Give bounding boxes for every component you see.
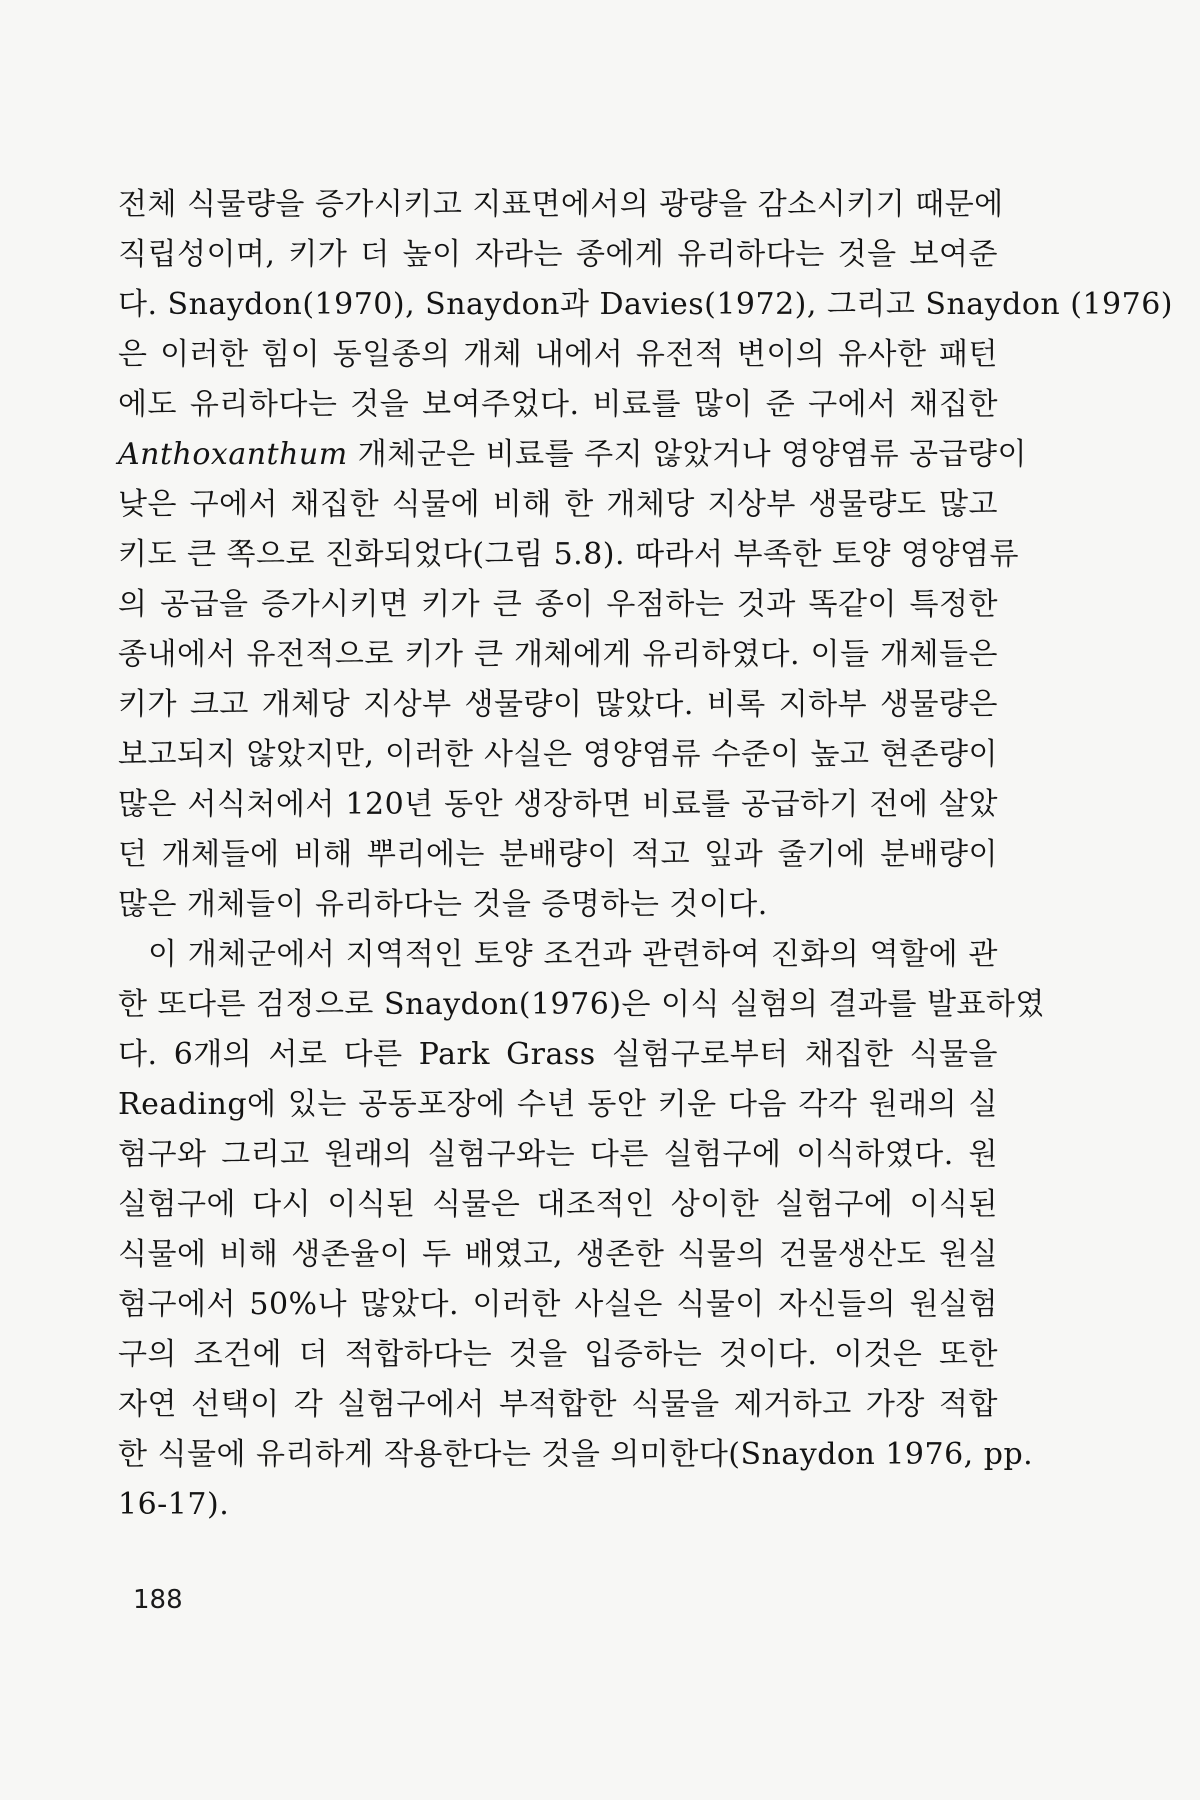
text-line: 다. 6개의 서로 다른 Park Grass 실험구로부터 채집한 식물을: [118, 1037, 998, 1072]
text-line: 은 이러한 힘이 동일종의 개체 내에서 유전적 변이의 유사한 패턴: [118, 337, 998, 372]
text-line: 이 개체군에서 지역적인 토양 조건과 관련하여 진화의 역할에 관: [148, 937, 998, 972]
text-line: 많은 개체들이 유리하다는 것을 증명하는 것이다.: [118, 887, 768, 922]
text-line: 에도 유리하다는 것을 보여주었다. 비료를 많이 준 구에서 채집한: [118, 387, 998, 422]
text-line: 한 식물에 유리하게 작용한다는 것을 의미한다(Snaydon 1976, pp.: [118, 1437, 1034, 1472]
text-line: 자연 선택이 각 실험구에서 부적합한 식물을 제거하고 가장 적합: [118, 1387, 998, 1422]
text-line: 던 개체들에 비해 뿌리에는 분배량이 적고 잎과 줄기에 분배량이: [118, 837, 998, 872]
text-line: 식물에 비해 생존율이 두 배였고, 생존한 식물의 건물생산도 원실: [118, 1237, 998, 1272]
text-line: 험구에서 50%나 많았다. 이러한 사실은 식물이 자신들의 원실험: [118, 1287, 998, 1322]
text-line: 보고되지 않았지만, 이러한 사실은 영양염류 수준이 높고 현존량이: [118, 737, 998, 772]
text-line: Reading에 있는 공동포장에 수년 동안 키운 다음 각각 원래의 실: [118, 1087, 998, 1122]
text-line: 16-17).: [118, 1487, 230, 1522]
text-line: 종내에서 유전적으로 키가 큰 개체에게 유리하였다. 이들 개체들은: [118, 637, 998, 672]
text-line: 많은 서식처에서 120년 동안 생장하면 비료를 공급하기 전에 살았: [118, 787, 998, 822]
body-text: [118, 180, 1174, 1530]
text-line: 구의 조건에 더 적합하다는 것을 입증하는 것이다. 이것은 또한: [118, 1337, 998, 1372]
text-line: 전체 식물량을 증가시키고 지표면에서의 광량을 감소시키기 때문에: [118, 187, 1004, 222]
text-line-rest: 개체군은 비료를 주지 않았거나 영양염류 공급량이: [347, 437, 1027, 472]
page-number: 188: [133, 1585, 183, 1615]
text-line: 한 또다른 검정으로 Snaydon(1976)은 이식 실험의 결과를 발표하였: [118, 987, 1045, 1022]
text-line: 다. Snaydon(1970), Snaydon과 Davies(1972), 그리고 Snaydon (1976): [118, 287, 1174, 322]
text-line: 낮은 구에서 채집한 식물에 비해 한 개체당 지상부 생물량도 많고: [118, 487, 998, 522]
text-line: 험구와 그리고 원래의 실험구와는 다른 실험구에 이식하였다. 원: [118, 1137, 998, 1172]
text-line: [118, 430, 1027, 480]
text-line: 의 공급을 증가시키면 키가 큰 종이 우점하는 것과 똑같이 특정한: [118, 587, 998, 622]
text-line: 실험구에 다시 이식된 식물은 대조적인 상이한 실험구에 이식된: [118, 1187, 998, 1222]
italic-genus-name: Anthoxanthum: [118, 437, 348, 472]
text-line: 키도 큰 쪽으로 진화되었다(그림 5.8). 따라서 부족한 토양 영양염류: [118, 537, 1019, 572]
text-line: 키가 크고 개체당 지상부 생물량이 많았다. 비록 지하부 생물량은: [118, 687, 998, 722]
text-line: 직립성이며, 키가 더 높이 자라는 종에게 유리하다는 것을 보여준: [118, 237, 998, 272]
